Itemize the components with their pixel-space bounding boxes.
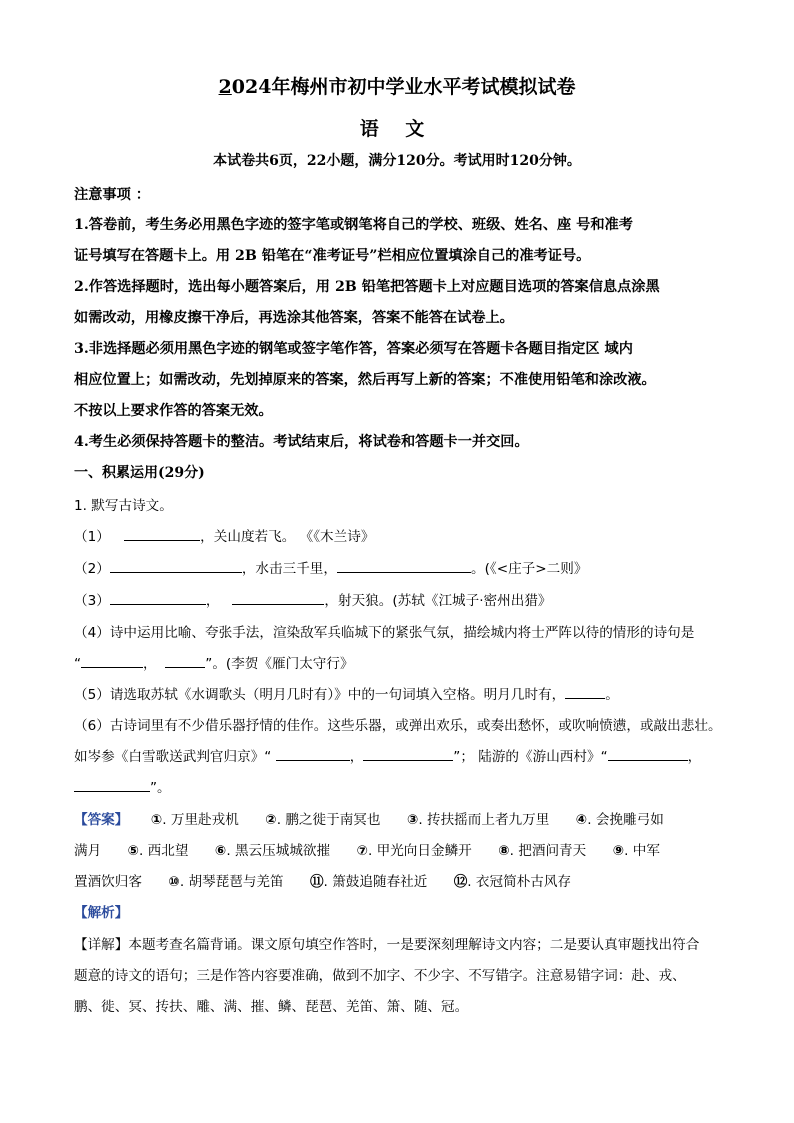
- detail-tag: 【详解】: [74, 937, 129, 953]
- dictation-item-5: （5）请选取苏轼《水调歌头（明月几时有）》中的一句词填入空格。明月几时有， 。: [74, 683, 619, 703]
- dictation-item-4-line1: （4）诗中运用比喻、夸张手法，渲染敌军兵临城下的紧张气氛，描绘城内将士严阵以待的情形的诗句是: [74, 625, 695, 641]
- dictation-item-2: （2） ，水击三千里， 。(《<庄子>二则》: [74, 557, 587, 577]
- answer-blank: [565, 684, 605, 699]
- answer-blank: [110, 558, 242, 573]
- answer-line-2: 满月 ⑤. 西北望 ⑥. 黑云压城城欲摧 ⑦. 甲光向日金鳞开 ⑧. 把酒问青天 ⑨. 中军: [74, 843, 660, 859]
- dictation-item-4-line2: “ ， ”。(李贺《雁门太守行》: [74, 652, 354, 672]
- answer-tag: 【答案】: [74, 812, 129, 828]
- notice-line: 2.作答选择题时，选出每小题答案后，用 2B 铅笔把答题卡上对应题目选项的答案信息点涂黑: [74, 279, 660, 295]
- subject-heading: 语 文: [359, 118, 435, 140]
- detail-line-3: 鹏、徙、冥、抟扶、雕、满、摧、鳞、琵琶、羌笛、箫、随、冠。: [74, 999, 469, 1015]
- answer-blank: [608, 746, 688, 761]
- analysis-heading: [74, 901, 128, 921]
- notice-heading: 注意事项 ：: [74, 187, 150, 203]
- answer-line-3: 置酒饮归客 ⑩. 胡琴琵琶与羌笛 ⑪. 箫鼓追随春社近 ⑫. 衣冠简朴古风存: [74, 874, 572, 890]
- notice-line: 3.非选择题必须用黑色字迹的钢笔或签字笔作答，答案必须写在答题卡各题目指定区 域内: [74, 341, 633, 357]
- dictation-item-6-line1: （6）古诗词里有不少借乐器抒情的佳作。这些乐器，或弹出欢乐，或奏出愁怀，或吹响愤懑，或敲出悲壮。: [74, 718, 722, 734]
- answer-blank: [276, 746, 350, 761]
- dictation-item-6-line3: ”。: [74, 776, 171, 796]
- answer-blank: [124, 526, 200, 541]
- title-rest: 024年梅州市初中学业水平考试模拟试卷: [231, 76, 576, 98]
- notice-line: 相应位置上；如需改动，先划掉原来的答案，然后再写上新的答案；不准使用铅笔和涂改液。: [74, 372, 656, 388]
- question-stem: 1. 默写古诗文。: [74, 498, 173, 514]
- notice-line: 证号填写在答题卡上。用 2B 铅笔在“准考证号”栏相应位置填涂自己的准考证号。: [74, 248, 591, 264]
- answer-blank: [363, 746, 453, 761]
- notice-line: 4.考生必须保持答题卡的整洁。考试结束后，将试卷和答题卡一并交回。: [74, 434, 529, 450]
- answer-blank: [232, 590, 324, 605]
- dictation-item-6-line2: 如岑参《白雪歌送武判官归京》“ ， ”； 陆游的《游山西村》“ ，: [74, 745, 701, 765]
- exam-summary: 本试卷共6页，22小题，满分120分。考试用时120分钟。: [213, 153, 581, 169]
- answer-blank: [165, 653, 205, 668]
- answer-blank: [74, 777, 150, 792]
- detail-line-1: 【详解】本题考查名篇背诵。课文原句填空作答时，一是要深刻理解诗文内容；二是要认真审题找出符合: [74, 937, 700, 953]
- analysis-tag: 【解析】: [74, 905, 129, 921]
- dictation-item-1: （1） ，关山度若飞。 《《木兰诗》: [74, 525, 374, 545]
- dictation-item-3: （3） ， ，射天狼。(苏轼《江城子·密州出猎》: [74, 589, 552, 609]
- notice-line: 不按以上要求作答的答案无效。: [74, 403, 273, 419]
- answer-blank: [110, 590, 206, 605]
- answer-blank: [81, 653, 143, 668]
- detail-line-2: 题意的诗文的语句；三是作答内容要准确，做到不加字、不少字、不写错字。注意易错字词：赴、戎、: [74, 968, 686, 984]
- answer-blank: [337, 558, 471, 573]
- exam-title: [0, 72, 794, 99]
- answer-line-1: 【答案】 ①. 万里赴戎机 ②. 鹏之徙于南冥也 ③. 抟扶摇而上者九万里 ④. 会挽雕弓如: [74, 812, 664, 828]
- section-heading: 一、积累运用(29分): [74, 465, 205, 481]
- title-first-char: 2: [218, 76, 232, 98]
- notice-line: 如需改动，用橡皮擦干净后，再选涂其他答案，答案不能答在试卷上。: [74, 310, 514, 326]
- notice-line: 1.答卷前，考生务必用黑色字迹的签字笔或钢笔将自己的学校、班级、姓名、座 号和准考: [74, 217, 633, 233]
